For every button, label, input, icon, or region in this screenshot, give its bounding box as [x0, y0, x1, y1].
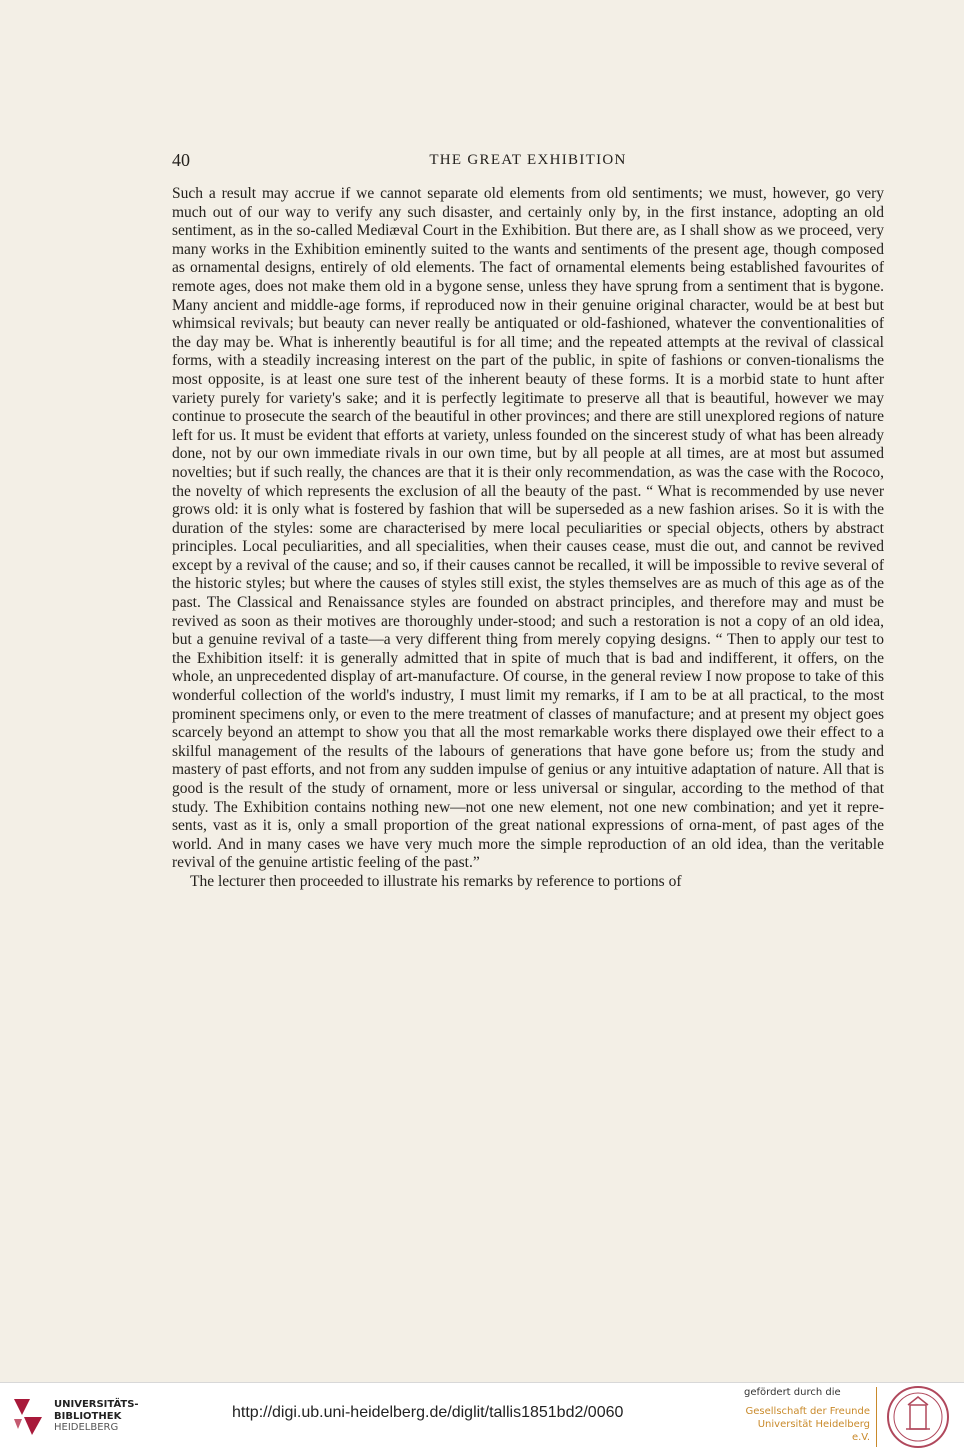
sponsor-name: Gesellschaft der Freunde Universität Heidelberg e.V. [745, 1406, 870, 1443]
library-logo-icon [10, 1395, 46, 1439]
digitization-footer [0, 1382, 964, 1451]
library-name: UNIVERSITÄTS- BIBLIOTHEK HEIDELBERG [54, 1399, 139, 1433]
footer-divider [876, 1387, 877, 1447]
university-seal-icon [886, 1385, 950, 1449]
paragraph-2: The lecturer then proceeded to illustrate his remarks by reference to portions of [190, 872, 682, 890]
page-header [172, 150, 884, 174]
page-number: 40 [172, 150, 190, 170]
sponsor-label: gefördert durch die [744, 1387, 841, 1398]
permalink-url[interactable]: http://digi.ub.uni-heidelberg.de/diglit/tallis1851bd2/0060 [232, 1404, 624, 1421]
body-text [172, 185, 884, 892]
running-head: THE GREAT EXHIBITION [429, 152, 627, 168]
paragraph-1: Such a result may accrue if we cannot separate old elements from old sentiments; we must, however, go very much out of our way to verify any such disaster, and certainly only by, in the first instance, adopting an old sentiment, as in the so-called Mediæval Court in the Exhibition. But there are, as I shall show as we proceed, very many works in the Exhibition eminently suited to the wants and sentiments of the present age, though composed as ornamental designs, entirely of old elements. The fact of ornamental elements being established favourites of remote ages, does not make them old in a bygone sense, unless they have sprung from a sentiment that is bygone. Many ancient and middle-age forms, if reproduced now in their genuine original character, would be at best but whimsical revivals; but beauty can never really be antiquated or old-fashioned, whatever the conventionalities of the day may be. What is inherently beautiful is for all time; and the repeated attempts at the revival of classical forms, with a steadily increasing interest on the part of the public, in spite of fashions or conven-tionalisms the most opposite, is at least one sure test of the inherent beauty of these forms. It is a morbid state to hunt after variety purely for variety's sake; and it is perfectly legitimate to preserve all that is beautiful, however we may continue to prosecute the search of the beautiful in other provinces; and there are still unexplored regions of nature left for us. It must be evident that efforts at variety, unless founded on the sincerest study of what has been already done, not by our own immediate rivals in our own time, but by all people at all times, are at most but assumed novelties; but if such really, the chances are that it is their only recommendation, as was the case with the Rococo, the novelty of which represents the exclusion of all the beauty of the past. “ What is recommended by use never grows old: it is only what is fostered by fashion that will be superseded as a new fashion arises. So it is with the duration of the styles: some are characterised by mere local peculiarities or special objects, others by abstract principles. Local peculiarities, and all specialities, when their causes cease, must die out, and cannot be revived except by a revival of the cause; and so, if their causes cannot be recalled, it will be impossible to revive several of the historic styles; but where the causes of styles still exist, the styles themselves are as much of this age as of the past. The Classical and Renaissance styles are founded on abstract principles, and therefore may and must be revived as soon as their motives are thoroughly under-stood; and such a restoration is not a copy of an old idea, but a genuine revival of a taste—a very different thing from merely copying designs. “ Then to apply our test to the Exhibition itself: it is generally admitted that in spite of much that is bad and indifferent, it offers, on the whole, an unprecedented display of art-manufacture. Of course, in the general review I now propose to take of this wonderful collection of the world's industry, I must limit my remarks, if I am to be at all practical, to the most prominent specimens only, or even to the mere treatment of classes of manufacture; and at present my object goes scarcely beyond an attempt to show you that all the most remarkable works there displayed owe their effect to a skilful management of the results of the labours of generations that have gone before us; from the study and mastery of past efforts, and not from any sudden impulse of genius or any intuitive adaptation of nature. All that is good is the result of the study of ornament, more or less universal or singular, according to the method of that study. The Exhibition contains nothing new—not one new element, not one new combination; and yet it repre-sents, vast as it is, only a small proportion of the great national expressions of orna-ment, of past ages of the world. And in many cases we have very much more the simple reproduction of an old idea, than the veritable revival of the genuine artistic feeling of the past.” [172, 185, 884, 872]
